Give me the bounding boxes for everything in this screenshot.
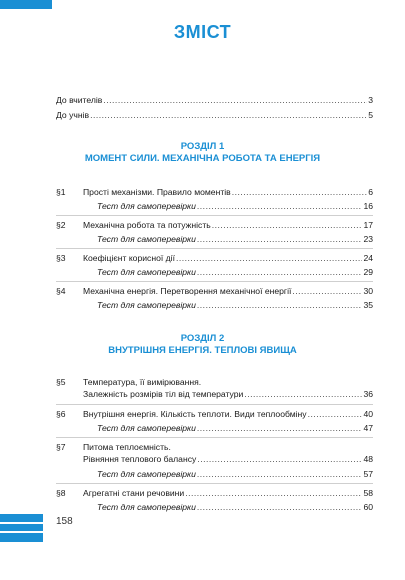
leader-dots bbox=[176, 252, 362, 264]
toc-page-number: 3 bbox=[368, 95, 373, 105]
leader-dots bbox=[232, 186, 367, 198]
bar-stripe bbox=[0, 522, 43, 524]
page-title: ЗМІСТ bbox=[173, 22, 232, 42]
section-number: РОЗДІЛ 2 bbox=[180, 333, 225, 344]
toc-entry-p7[interactable] bbox=[83, 441, 373, 465]
toc-entry-label: Залежність розмірів тіл від температури bbox=[83, 389, 244, 399]
leader-dots bbox=[197, 266, 363, 278]
toc-entry-teachers[interactable] bbox=[56, 94, 373, 106]
section-1-heading bbox=[0, 141, 405, 165]
toc-page-number: 58 bbox=[363, 488, 373, 498]
toc-entry-label: До учнів bbox=[56, 110, 90, 120]
separator-line bbox=[56, 404, 373, 405]
paragraph-number: §5 bbox=[56, 377, 66, 387]
toc-entry-label: Рівняння теплового балансу bbox=[83, 454, 197, 464]
top-accent-bar bbox=[0, 0, 52, 9]
toc-page-number: 40 bbox=[363, 409, 373, 419]
toc-page-number: 60 bbox=[363, 502, 373, 512]
leader-dots bbox=[197, 200, 363, 212]
leader-dots bbox=[292, 285, 362, 297]
toc-page-number: 17 bbox=[363, 220, 373, 230]
paragraph-number: §4 bbox=[56, 286, 66, 296]
section-subtitle: ВНУТРІШНЯ ЕНЕРГІЯ. ТЕПЛОВІ ЯВИЩА bbox=[108, 345, 297, 356]
toc-page-number: 5 bbox=[368, 110, 373, 120]
toc-page-number: 30 bbox=[363, 286, 373, 296]
separator-line bbox=[56, 215, 373, 216]
toc-page-number: 36 bbox=[363, 389, 373, 399]
toc-test-p3[interactable] bbox=[97, 266, 373, 278]
separator-line bbox=[56, 248, 373, 249]
leader-dots bbox=[185, 487, 362, 499]
toc-test-label: Тест для самоперевірки bbox=[97, 469, 196, 479]
toc-test-label: Тест для самоперевірки bbox=[97, 300, 196, 310]
toc-test-label: Тест для самоперевірки bbox=[97, 267, 196, 277]
section-2-heading bbox=[0, 333, 405, 357]
toc-page-number: 48 bbox=[363, 454, 373, 464]
toc-test-p1[interactable] bbox=[97, 200, 373, 212]
toc-entry-label: Механічна енергія. Перетворення механічної енергії bbox=[83, 286, 292, 296]
section-number: РОЗДІЛ 1 bbox=[180, 141, 225, 152]
toc-entry-label: Агрегатні стани речовини bbox=[83, 488, 185, 498]
toc-entry-label-line: Температура, її вимірювання. bbox=[83, 377, 202, 387]
toc-test-p6[interactable] bbox=[97, 422, 373, 434]
leader-dots bbox=[197, 299, 363, 311]
toc-entry-label: Прості механізми. Правило моментів bbox=[83, 187, 231, 197]
toc-entry-p5[interactable] bbox=[83, 376, 373, 400]
toc-entry-label: Механічна робота та потужність bbox=[83, 220, 211, 230]
paragraph-number: §7 bbox=[56, 442, 66, 452]
toc-entry-p4[interactable] bbox=[83, 285, 373, 297]
leader-dots bbox=[197, 453, 362, 465]
toc-page-number: 29 bbox=[363, 267, 373, 277]
leader-dots bbox=[197, 501, 363, 513]
leader-dots bbox=[244, 388, 362, 400]
toc-test-p7[interactable] bbox=[97, 468, 373, 480]
toc-test-p8[interactable] bbox=[97, 501, 373, 513]
toc-test-label: Тест для самоперевірки bbox=[97, 423, 196, 433]
separator-line bbox=[56, 483, 373, 484]
toc-test-p2[interactable] bbox=[97, 233, 373, 245]
leader-dots bbox=[197, 422, 363, 434]
toc-page-number: 57 bbox=[363, 469, 373, 479]
toc-page-number: 35 bbox=[363, 300, 373, 310]
toc-entry-p2[interactable] bbox=[83, 219, 373, 231]
toc-page-number: 6 bbox=[368, 187, 373, 197]
toc-entry-p8[interactable] bbox=[83, 487, 373, 499]
leader-dots bbox=[197, 233, 363, 245]
leader-dots bbox=[212, 219, 363, 231]
toc-entry-p3[interactable] bbox=[83, 252, 373, 264]
toc-entry-label: До вчителів bbox=[56, 95, 103, 105]
toc-entry-label: Коефіцієнт корисної дії bbox=[83, 253, 175, 263]
leader-dots bbox=[308, 408, 363, 420]
paragraph-number: §3 bbox=[56, 253, 66, 263]
toc-entry-label-line: Питома теплоємність. bbox=[83, 442, 171, 452]
bottom-accent-bar bbox=[0, 514, 43, 542]
toc-page-number: 23 bbox=[363, 234, 373, 244]
paragraph-number: §1 bbox=[56, 187, 66, 197]
toc-page-number: 24 bbox=[363, 253, 373, 263]
leader-dots bbox=[197, 468, 363, 480]
leader-dots bbox=[103, 94, 367, 106]
toc-entry-label: Внутрішня енергія. Кількість теплоти. Види теплообміну bbox=[83, 409, 307, 419]
toc-entry-p1[interactable] bbox=[83, 186, 373, 198]
toc-entry-p6[interactable] bbox=[83, 408, 373, 420]
toc-page-number: 47 bbox=[363, 423, 373, 433]
toc-entry-students[interactable] bbox=[56, 109, 373, 121]
paragraph-number: §2 bbox=[56, 220, 66, 230]
bar-stripe bbox=[0, 531, 43, 533]
toc-page-number: 16 bbox=[363, 201, 373, 211]
paragraph-number: §8 bbox=[56, 488, 66, 498]
toc-test-label: Тест для самоперевірки bbox=[97, 234, 196, 244]
toc-test-label: Тест для самоперевірки bbox=[97, 201, 196, 211]
separator-line bbox=[56, 437, 373, 438]
separator-line bbox=[56, 281, 373, 282]
section-subtitle: МОМЕНТ СИЛИ. МЕХАНІЧНА РОБОТА ТА ЕНЕРГІЯ bbox=[84, 153, 321, 164]
paragraph-number: §6 bbox=[56, 409, 66, 419]
leader-dots bbox=[90, 109, 367, 121]
toc-test-p4[interactable] bbox=[97, 299, 373, 311]
toc-test-label: Тест для самоперевірки bbox=[97, 502, 196, 512]
page-number: 158 bbox=[56, 516, 73, 527]
